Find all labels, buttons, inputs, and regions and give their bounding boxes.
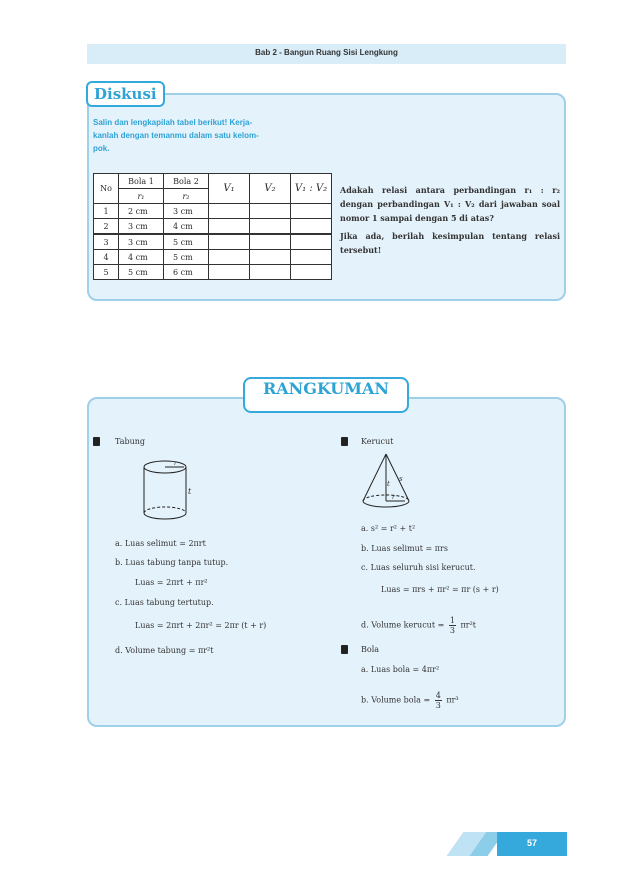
cell-v1 bbox=[209, 234, 250, 250]
kerucut-item-a: a. s² = r² + t² bbox=[361, 524, 416, 533]
cell-no: 4 bbox=[94, 250, 119, 265]
cell-r1: 3 cm bbox=[119, 234, 164, 250]
kerucut-item-b: b. Luas selimut = πrs bbox=[361, 544, 448, 553]
cell-v1 bbox=[209, 265, 250, 280]
cell-v1 bbox=[209, 250, 250, 265]
cell-ratio bbox=[291, 234, 332, 250]
page-number-box bbox=[497, 832, 567, 856]
fraction bbox=[435, 691, 442, 710]
cell-v2 bbox=[250, 265, 291, 280]
col-r2: r₂ bbox=[164, 189, 209, 204]
tabung-item-c: c. Luas tabung tertutup. bbox=[115, 598, 214, 607]
cell-v1 bbox=[209, 219, 250, 235]
table-header-row bbox=[94, 174, 332, 189]
bullet-icon bbox=[341, 645, 348, 654]
cell-r2: 3 cm bbox=[164, 204, 209, 219]
cell-ratio bbox=[291, 250, 332, 265]
col-ratio: V₁ : V₂ bbox=[291, 174, 332, 204]
page-number: 57 bbox=[526, 838, 537, 848]
cell-ratio bbox=[291, 265, 332, 280]
bullet-icon bbox=[341, 437, 348, 446]
cell-no: 3 bbox=[94, 234, 119, 250]
bola-volume-suffix: πr³ bbox=[446, 695, 459, 705]
bola-item-b bbox=[361, 691, 459, 710]
diskusi-instructions bbox=[93, 116, 315, 155]
kerucut-formula-c: Luas = πrs + πr² = πr (s + r) bbox=[381, 585, 499, 594]
cell-v2 bbox=[250, 219, 291, 235]
col-bola2: Bola 2 bbox=[164, 174, 209, 189]
col-v2: V₂ bbox=[250, 174, 291, 204]
tabung-formula-b: Luas = 2πrt + πr² bbox=[135, 578, 208, 587]
cell-v2 bbox=[250, 250, 291, 265]
chapter-title: Bab 2 - Bangun Ruang Sisi Lengkung bbox=[255, 48, 398, 57]
cell-r1: 2 cm bbox=[119, 204, 164, 219]
table-row bbox=[94, 219, 332, 235]
cell-no: 5 bbox=[94, 265, 119, 280]
question-paragraph: Jika ada, berilah kesimpulan tentang relasi tersebut! bbox=[340, 231, 560, 255]
fraction-denominator: 3 bbox=[435, 701, 441, 710]
intro-line: Salin dan lengkapilah tabel berikut! Kerja- bbox=[93, 118, 253, 127]
cell-v1 bbox=[209, 204, 250, 219]
cell-r2: 5 cm bbox=[164, 234, 209, 250]
cell-no: 1 bbox=[94, 204, 119, 219]
cylinder-t-label: t bbox=[188, 487, 192, 496]
table-row bbox=[94, 204, 332, 219]
fraction-denominator: 3 bbox=[449, 626, 455, 635]
col-v1: V₁ bbox=[209, 174, 250, 204]
cell-v2 bbox=[250, 204, 291, 219]
rangkuman-title: RANGKUMAN bbox=[243, 377, 409, 413]
ratio-table bbox=[93, 173, 332, 280]
cell-r1: 4 cm bbox=[119, 250, 164, 265]
fraction bbox=[449, 616, 456, 635]
kerucut-volume-prefix: d. Volume kerucut = bbox=[361, 620, 445, 630]
table-row bbox=[94, 265, 332, 280]
bola-volume-prefix: b. Volume bola = bbox=[361, 695, 431, 705]
col-r1: r₁ bbox=[119, 189, 164, 204]
chapter-header bbox=[87, 44, 566, 64]
cell-r1: 3 cm bbox=[119, 219, 164, 235]
bola-title: Bola bbox=[361, 645, 380, 654]
cell-r1: 5 cm bbox=[119, 265, 164, 280]
table-row bbox=[94, 234, 332, 250]
kerucut-item-c: c. Luas seluruh sisi kerucut. bbox=[361, 563, 476, 572]
cone-figure bbox=[360, 452, 420, 514]
cell-ratio bbox=[291, 219, 332, 235]
question-paragraph: Adakah relasi antara perbandingan r₁ : r₂ dengan perbandingan V₁ : V₂ dari jawaban soal nomor 1 sampai dengan 5 di atas? bbox=[340, 185, 560, 223]
cone-s-label: s bbox=[399, 475, 403, 483]
fraction-numerator: 1 bbox=[449, 616, 455, 625]
col-bola1: Bola 1 bbox=[119, 174, 164, 189]
kerucut-volume-suffix: πr²t bbox=[460, 620, 476, 630]
diskusi-question bbox=[340, 183, 560, 261]
cylinder-r-label: r bbox=[174, 460, 177, 467]
fraction-numerator: 4 bbox=[435, 691, 441, 700]
bullet-icon bbox=[93, 437, 100, 446]
bola-item-a: a. Luas bola = 4πr² bbox=[361, 665, 440, 674]
col-no: No bbox=[94, 174, 119, 204]
cell-r2: 4 cm bbox=[164, 219, 209, 235]
intro-line: pok. bbox=[93, 144, 110, 153]
cell-r2: 5 cm bbox=[164, 250, 209, 265]
cell-no: 2 bbox=[94, 219, 119, 235]
table-row bbox=[94, 250, 332, 265]
tabung-formula-c: Luas = 2πrt + 2πr² = 2πr (t + r) bbox=[135, 621, 267, 630]
intro-line: kanlah dengan temanmu dalam satu kelom- bbox=[93, 131, 259, 140]
tabung-item-b: b. Luas tabung tanpa tutup. bbox=[115, 558, 229, 567]
kerucut-item-d bbox=[361, 616, 476, 635]
tabung-item-a: a. Luas selimut = 2πrt bbox=[115, 539, 206, 548]
cone-r-label: r bbox=[392, 494, 395, 501]
cell-v2 bbox=[250, 234, 291, 250]
cell-ratio bbox=[291, 204, 332, 219]
cone-t-label: t bbox=[387, 480, 390, 488]
tabung-title: Tabung bbox=[115, 437, 146, 446]
kerucut-title: Kerucut bbox=[361, 437, 394, 446]
diskusi-title: Diskusi bbox=[86, 81, 165, 107]
tabung-item-d: d. Volume tabung = πr²t bbox=[115, 646, 214, 655]
cell-r2: 6 cm bbox=[164, 265, 209, 280]
